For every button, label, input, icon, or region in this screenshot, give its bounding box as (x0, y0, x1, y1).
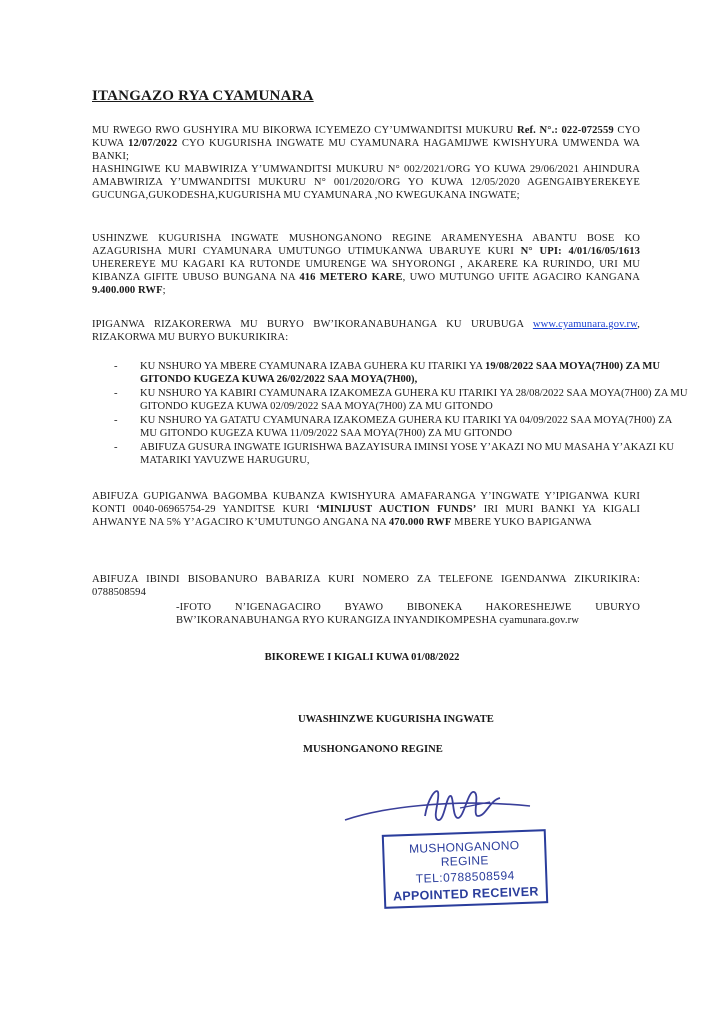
p1-reference: Ref. N°.: 022-072559 (516, 125, 614, 136)
auction-schedule-list (92, 360, 688, 468)
p3-upi: N° UPI: 4/01/16/05/1613 (520, 246, 641, 257)
paragraph-contact: ABIFUZA IBINDI BISOBANURO BABARIZA KURI NOMERO ZA TELEFONE IGENDANWA ZIKURIKIRA: 0788508594 (92, 574, 640, 598)
paragraph-decision (92, 124, 640, 163)
p4-text-1: IPIGANWA RIZAKORERWA MU BURYO BW’IKORANABUHANGA KU URUBUGA (92, 319, 533, 330)
b1-text: KU NSHURO YA MBERE CYAMUNARA IZABA GUHERA KU ITARIKI YA (140, 361, 486, 372)
p1-text-2: CYO KUWA (92, 125, 641, 149)
place-date: BIKOREWE I KIGALI KUWA 01/08/2022 (264, 652, 460, 663)
p1-text-1: MU RWEGO RWO GUSHYIRA MU BIKORWA ICYEMEZO CY’UMWANDITSI MUKURU (92, 125, 517, 136)
p5-text-3: MBERE YUKO BAPIGANWA (451, 517, 592, 528)
p3-text-1: USHINZWE KUGURISHA INGWATE MUSHONGANONO REGINE ARAMENYESHA ABANTU BOSE KO AZAGURISHA MURI CYAMUNARA UMUTUNGO UTIMUKANWA UBARUYE KURI (92, 233, 640, 257)
stamp-phone: TEL:0788508594 (415, 868, 516, 886)
b1-bold: 19/08/2022 SAA MOYA(7H00) ZA MU GITONDO KUGEZA KUWA 26/02/2022 SAA MOYA(7H00), (140, 361, 661, 385)
p3-text-2: UHEREREYE MU KAGARI KA RUTONDE UMURENGE WA SHYORONGI , AKARERE KA RURINDO, URI MU KIBANZA GIFITE UBUSO BUNGANA NA (92, 259, 640, 283)
p3-area: 416 METERO KARE (299, 272, 403, 283)
paragraph-regulations: HASHINGIWE KU MABWIRIZA Y’UMWANDITSI MUKURU N° 002/2021/ORG YO KUWA 29/06/2021 AHINDURA AMABWIRIZA Y’UMWANDITSI MUKURU N° 001/2020/ORG YO KUWA 12/05/2020 AGENGAIBYEREKEYE GUCUNGA,GUKODESHA,KUGURISHA MU CYAMUNARA ,NO KWEGUKANA INGWATE; (92, 164, 640, 201)
p5-text-1: ABIFUZA GUPIGANWA BAGOMBA KUBANZA KWISHYURA AMAFARANGA Y’INGWATE Y’IPIGANWA KURI KONTI 0040-06965754-29 YANDITSE KURI (92, 491, 640, 515)
signatory-role: UWASHINZWE KUGURISHA INGWATE (298, 714, 494, 725)
list-item: - ABIFUZA GUSURA INGWATE IGURISHWA BAZAYISURA IMINSI YOSE Y’AKAZI NO MU MASAHA Y’AKAZI KU MATARIKI YAVUZWE HARUGURU, (140, 441, 688, 467)
list-item: - KU NSHURO YA GATATU CYAMUNARA IZAKOMEZA GUHERA KU ITARIKI YA 04/09/2022 SAA MOYA(7H00) ZA MU GITONDO KUGEZA KUWA 11/09/2022 SAA MOYA(7H00) ZA MU GITONDO (140, 414, 688, 440)
p3-text-4: ; (162, 285, 166, 296)
list-item: - KU NSHURO YA KABIRI CYAMUNARA IZAKOMEZA GUHERA KU ITARIKI YA 28/08/2022 SAA MOYA(7H00) ZA MU GITONDO KUGEZA KUWA 02/09/2022 SAA MOYA(7H00) ZA MU GITONDO (140, 387, 688, 413)
p5-text-2: IRI MURI BANKI YA KIGALI AHWANYE NA 5% Y’AGACIRO K’UMUTUNGO ANGANA NA (92, 504, 641, 528)
p5-amount: 470.000 RWF (388, 517, 452, 528)
document-title: ITANGAZO RYA CYAMUNARA (92, 88, 314, 104)
signatory-name: MUSHONGANONO REGINE (303, 744, 443, 755)
p4-text-2: , RIZAKORWA MU BURYO BUKURIKIRA: (92, 319, 640, 343)
p1-date: 12/07/2022 (128, 138, 178, 149)
p3-text-3: , UWO MUTUNGO UFITE AGACIRO KANGANA (402, 272, 641, 283)
stamp-title: APPOINTED RECEIVER (392, 884, 539, 904)
paragraph-photo-info: -IFOTO N’IGENAGACIRO BYAWO BIBONEKA HAKORESHEJWE UBURYO BW’IKORANABUHANGA RYO KURANGIZA INYANDIKOMPESHA cyamunara.gov.rw (176, 602, 640, 626)
stamp-name: MUSHONGANONO REGINE (408, 838, 520, 869)
paragraph-property (92, 232, 640, 297)
p3-value: 9.400.000 RWF (92, 285, 163, 296)
cyamunara-link[interactable]: www.cyamunara.gov.rw (532, 319, 638, 330)
list-item (140, 360, 688, 386)
paragraph-online-bidding (92, 318, 640, 344)
p5-fund: ‘MINIJUST AUCTION FUNDS’ (316, 504, 477, 515)
paragraph-deposit (92, 490, 640, 529)
handwritten-signature (340, 778, 540, 838)
official-stamp (382, 829, 548, 909)
p1-text-3: CYO KUGURISHA INGWATE MU CYAMUNARA HAGAMIJWE KWISHYURA UMWENDA WA BANKI; (92, 138, 640, 162)
